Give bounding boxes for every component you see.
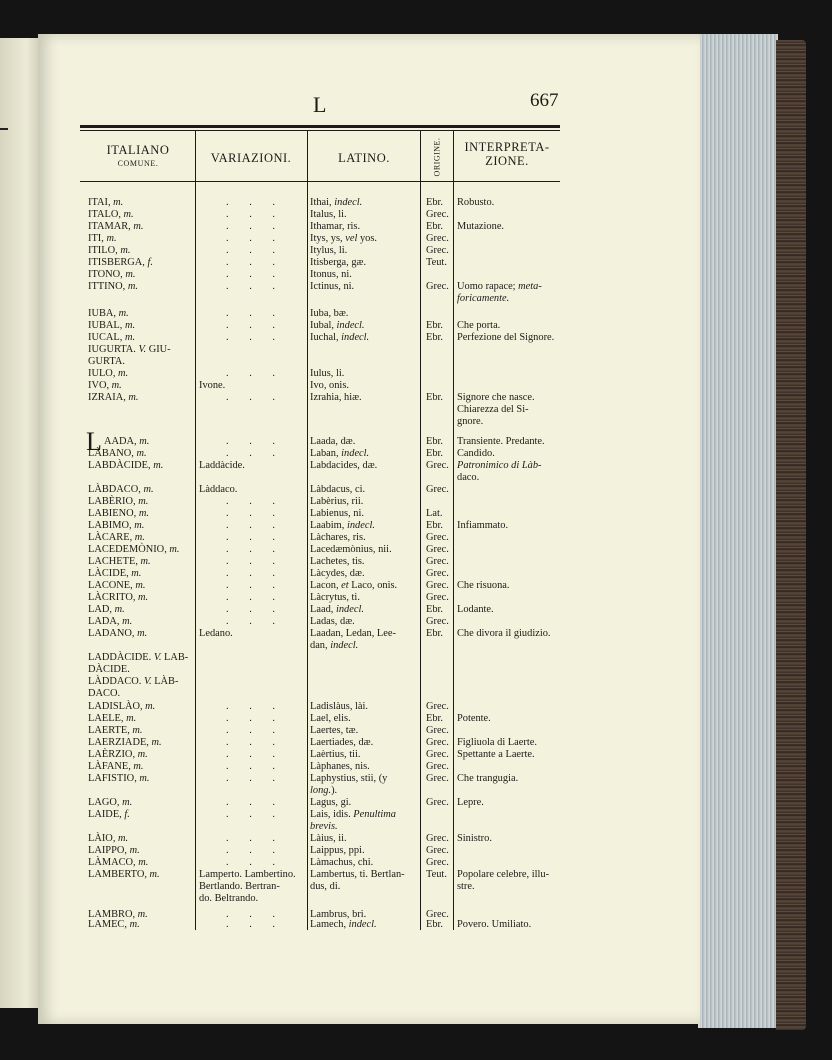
cell-origine: Grec. <box>426 281 449 292</box>
dots-placeholder: . . . <box>226 919 284 930</box>
cell-latino: Lamech, indecl. <box>310 919 377 930</box>
dots-placeholder: . . . <box>226 508 284 519</box>
dots-placeholder: . . . <box>226 245 284 256</box>
cell-italiano: ITI, m. <box>88 233 117 244</box>
column-divider <box>453 130 454 930</box>
cell-interpretazione: Infiammato. <box>457 520 509 531</box>
cell-origine: Teut. <box>426 869 447 880</box>
cell-latino: Ivo, onis. <box>310 380 349 391</box>
dots-placeholder: . . . <box>226 368 284 379</box>
cell-latino: Làcydes, dæ. <box>310 568 365 579</box>
cell-latino: Itylus, li. <box>310 245 348 256</box>
cell-latino: Laippus, ppi. <box>310 845 365 856</box>
page-block-edge <box>698 34 778 1028</box>
dots-placeholder: . . . <box>226 308 284 319</box>
cell-interpretazione: Uomo rapace; meta- <box>457 281 542 292</box>
cell-italiano: LACEDEMÒNIO, m. <box>88 544 180 555</box>
cell-interpretazione: daco. <box>457 472 480 483</box>
cell-italiano: LÀBDACO, m. <box>88 484 154 495</box>
cell-italiano: LAERZIADE, m. <box>88 737 162 748</box>
cell-italiano: DÀCIDE. <box>88 664 130 675</box>
cell-italiano: ITONO, m. <box>88 269 136 280</box>
cell-italiano: LAMBRO, m. <box>88 909 148 920</box>
cell-interpretazione: Lepre. <box>457 797 484 808</box>
cell-latino: Làchares, ris. <box>310 532 366 543</box>
cell-interpretazione: Candido. <box>457 448 495 459</box>
cell-variazioni: do. Beltrando. <box>199 893 259 904</box>
header-rule-thin <box>80 130 560 131</box>
dots-placeholder: . . . <box>226 797 284 808</box>
cell-origine: Ebr. <box>426 604 444 615</box>
cell-italiano: LÀCARE, m. <box>88 532 145 543</box>
cell-latino: Laabim, indecl. <box>310 520 375 531</box>
cell-origine: Grec. <box>426 833 449 844</box>
cell-latino: Ithamar, ris. <box>310 221 361 232</box>
cell-interpretazione: Figliuola di Laerte. <box>457 737 537 748</box>
cell-italiano: LÀCIDE, m. <box>88 568 142 579</box>
cell-origine: Grec. <box>426 725 449 736</box>
cell-variazioni: Lamperto. Lambertino. <box>199 869 296 880</box>
column-header-latino: LATINO. <box>338 151 390 165</box>
cell-italiano: LAÈRZIO, m. <box>88 749 148 760</box>
column-header-origine-text: ORIGINE. <box>432 137 442 177</box>
cell-interpretazione: Popolare celebre, illu- <box>457 869 550 880</box>
cell-italiano: LADANO, m. <box>88 628 148 639</box>
cell-italiano: IULO, m. <box>88 368 129 379</box>
cell-italiano: IVO, m. <box>88 380 122 391</box>
cell-italiano: LAIPPO, m. <box>88 845 140 856</box>
cell-italiano: LADA, m. <box>88 616 133 627</box>
cell-origine: Grec. <box>426 845 449 856</box>
dots-placeholder: . . . <box>226 749 284 760</box>
dots-placeholder: . . . <box>226 257 284 268</box>
cell-latino: Laertiades, dæ. <box>310 737 374 748</box>
cell-latino: Lambertus, ti. Bertlan- <box>310 869 405 880</box>
dots-placeholder: . . . <box>226 701 284 712</box>
dots-placeholder: . . . <box>226 233 284 244</box>
cell-interpretazione: Lodante. <box>457 604 494 615</box>
cell-latino: Iulus, li. <box>310 368 345 379</box>
cell-latino: Iuchal, indecl. <box>310 332 370 343</box>
cell-origine: Grec. <box>426 773 449 784</box>
cell-origine: Grec. <box>426 749 449 760</box>
cell-latino: Ictinus, ni. <box>310 281 355 292</box>
cell-latino: Laada, dæ. <box>310 436 356 447</box>
cell-origine: Grec. <box>426 544 449 555</box>
cell-origine: Lat. <box>426 508 443 519</box>
cell-italiano: GURTA. <box>88 356 125 367</box>
cell-origine: Grec. <box>426 857 449 868</box>
cell-latino: Itys, ys, vel yos. <box>310 233 377 244</box>
cell-interpretazione: Signore che nasce. <box>457 392 535 403</box>
column-divider <box>307 130 308 930</box>
column-header-rule <box>80 181 560 182</box>
cell-origine: Grec. <box>426 580 449 591</box>
dots-placeholder: . . . <box>226 556 284 567</box>
cell-origine: Ebr. <box>426 221 444 232</box>
section-initial-letter: L <box>86 427 102 456</box>
cell-italiano: LAD, m. <box>88 604 125 615</box>
cell-origine: Grec. <box>426 532 449 543</box>
cell-origine: Ebr. <box>426 520 444 531</box>
dots-placeholder: . . . <box>226 221 284 232</box>
cell-latino: Làbdacus, ci. <box>310 484 366 495</box>
cell-latino: Laad, indecl. <box>310 604 364 615</box>
column-header-interpretazione-line2: ZIONE. <box>485 154 529 168</box>
cell-variazioni: Laddàcide. <box>199 460 245 471</box>
dots-placeholder: . . . <box>226 332 284 343</box>
book-cover <box>776 40 806 1030</box>
cell-italiano: LÀFANE, m. <box>88 761 144 772</box>
cell-latino: Lacedæmònius, nii. <box>310 544 392 555</box>
cell-interpretazione: Robusto. <box>457 197 495 208</box>
cell-italiano: LADISLÀO, m. <box>88 701 156 712</box>
cell-origine: Grec. <box>426 484 449 495</box>
cell-origine: Grec. <box>426 592 449 603</box>
header-rule-thick <box>80 125 560 128</box>
cell-italiano: IUBA, m. <box>88 308 129 319</box>
dots-placeholder: . . . <box>226 725 284 736</box>
cell-italiano: LACHETE, m. <box>88 556 151 567</box>
cell-latino: Lagus, gi. <box>310 797 352 808</box>
cell-origine: Grec. <box>426 701 449 712</box>
cell-latino: Làcrytus, ti. <box>310 592 360 603</box>
cell-interpretazione: Che divora il giudizio. <box>457 628 551 639</box>
cell-interpretazione: Che porta. <box>457 320 501 331</box>
cell-latino: Lambrus, bri. <box>310 909 367 920</box>
cell-latino: Izrahia, hiæ. <box>310 392 362 403</box>
cell-interpretazione: Transiente. Predante. <box>457 436 545 447</box>
cell-origine: Grec. <box>426 737 449 748</box>
cell-latino: Laèrtius, tii. <box>310 749 361 760</box>
column-header-origine <box>421 135 453 179</box>
dots-placeholder: . . . <box>226 713 284 724</box>
cell-origine: Grec. <box>426 460 449 471</box>
dots-placeholder: . . . <box>226 436 284 447</box>
dots-placeholder: . . . <box>226 532 284 543</box>
cell-italiano: LÀMACO, m. <box>88 857 149 868</box>
cell-italiano: LAGO, m. <box>88 797 133 808</box>
dots-placeholder: . . . <box>226 737 284 748</box>
cell-variazioni: Ivone. <box>199 380 226 391</box>
cell-latino: Laertes, tæ. <box>310 725 359 736</box>
cell-origine: Ebr. <box>426 320 444 331</box>
cell-latino: Lais, idis. Penultima <box>310 809 397 820</box>
cell-latino: Labdacides, dæ. <box>310 460 378 471</box>
cell-origine: Ebr. <box>426 919 444 930</box>
dots-placeholder: . . . <box>226 845 284 856</box>
cell-origine: Grec. <box>426 797 449 808</box>
cell-italiano: LABDÀCIDE, m. <box>88 460 164 471</box>
cell-interpretazione: Che trangugia. <box>457 773 519 784</box>
cell-italiano: LÀDDACO. V. LÀB- <box>88 676 179 687</box>
cell-italiano: LAELE, m. <box>88 713 137 724</box>
cell-latino: dan, indecl. <box>310 640 359 651</box>
cell-origine: Grec. <box>426 233 449 244</box>
cell-latino: Ladas, dæ. <box>310 616 355 627</box>
cell-origine: Teut. <box>426 257 447 268</box>
dots-placeholder: . . . <box>226 833 284 844</box>
cell-origine: Grec. <box>426 209 449 220</box>
cell-italiano: ITTINO, m. <box>88 281 138 292</box>
column-header-interpretazione <box>454 140 560 168</box>
dots-placeholder: . . . <box>226 580 284 591</box>
cell-interpretazione: Sinistro. <box>457 833 492 844</box>
column-header-italiano-sub: COMUNE. <box>117 159 159 168</box>
cell-variazioni: Bertlando. Bertran- <box>199 881 280 892</box>
cell-italiano: LÀIO, m. <box>88 833 129 844</box>
cell-interpretazione: stre. <box>457 881 475 892</box>
cell-origine: Ebr. <box>426 436 444 447</box>
cell-interpretazione: Chiarezza del Si- <box>457 404 529 415</box>
cell-italiano: ITILO, m. <box>88 245 131 256</box>
cell-interpretazione: Mutazione. <box>457 221 505 232</box>
dots-placeholder: . . . <box>226 209 284 220</box>
cell-latino: Làius, ii. <box>310 833 347 844</box>
dots-placeholder: . . . <box>226 773 284 784</box>
cell-origine: Grec. <box>426 761 449 772</box>
cell-latino: Labèrius, rii. <box>310 496 364 507</box>
dots-placeholder: . . . <box>226 320 284 331</box>
cell-italiano: LAMEC, m. <box>88 919 140 930</box>
dots-placeholder: . . . <box>226 616 284 627</box>
header-letter: L <box>313 92 327 117</box>
cell-origine: Grec. <box>426 568 449 579</box>
cell-latino: Laban, indecl. <box>310 448 370 459</box>
column-divider <box>420 130 421 930</box>
cell-italiano: LABIENO, m. <box>88 508 149 519</box>
column-header-italiano-main: ITALIANO <box>106 143 170 157</box>
cell-latino: Làphanes, nis. <box>310 761 370 772</box>
dots-placeholder: . . . <box>226 909 284 920</box>
cell-latino: Itonus, ni. <box>310 269 352 280</box>
cell-origine: Ebr. <box>426 713 444 724</box>
dots-placeholder: . . . <box>226 592 284 603</box>
left-page-mark <box>0 128 8 130</box>
dots-placeholder: . . . <box>226 809 284 820</box>
cell-latino: Italus, li. <box>310 209 347 220</box>
dots-placeholder: . . . <box>226 857 284 868</box>
cell-latino: long.). <box>310 785 338 796</box>
cell-interpretazione: Povero. Umiliato. <box>457 919 532 930</box>
cell-italiano: LACONE, m. <box>88 580 146 591</box>
cell-italiano: LAERTE, m. <box>88 725 143 736</box>
cell-interpretazione: foricamente. <box>457 293 510 304</box>
cell-interpretazione: gnore. <box>457 416 484 427</box>
cell-latino: Itisberga, gæ. <box>310 257 367 268</box>
cell-italiano: LAMBERTO, m. <box>88 869 160 880</box>
cell-italiano: LAIDE, f. <box>88 809 130 820</box>
cell-italiano: AADA, m. <box>104 436 150 447</box>
dots-placeholder: . . . <box>226 520 284 531</box>
dots-placeholder: . . . <box>226 392 284 403</box>
cell-origine: Grec. <box>426 909 449 920</box>
cell-latino: Iuba, bæ. <box>310 308 349 319</box>
cell-latino: dus, di. <box>310 881 341 892</box>
cell-italiano: LABIMO, m. <box>88 520 145 531</box>
cell-italiano: IUGURTA. V. GIU- <box>88 344 171 355</box>
cell-interpretazione: Perfezione del Signore. <box>457 332 555 343</box>
cell-italiano: LAFISTIO, m. <box>88 773 150 784</box>
dots-placeholder: . . . <box>226 269 284 280</box>
cell-origine: Grec. <box>426 616 449 627</box>
cell-italiano: ITAMAR, m. <box>88 221 144 232</box>
dots-placeholder: . . . <box>226 604 284 615</box>
column-header-italiano <box>82 143 194 171</box>
cell-latino: Ithai, indecl. <box>310 197 363 208</box>
cell-italiano: LADDÀCIDE. V. LAB- <box>88 652 189 663</box>
cell-italiano: IUBAL, m. <box>88 320 136 331</box>
cell-italiano: IZRAIA, m. <box>88 392 139 403</box>
dots-placeholder: . . . <box>226 496 284 507</box>
cell-interpretazione: Spettante a Laerte. <box>457 749 535 760</box>
cell-latino: Lacon, et Laco, onis. <box>310 580 398 591</box>
cell-italiano: IUCAL, m. <box>88 332 136 343</box>
cell-origine: Ebr. <box>426 332 444 343</box>
cell-interpretazione: Potente. <box>457 713 491 724</box>
cell-latino: Labienus, ni. <box>310 508 364 519</box>
cell-origine: Ebr. <box>426 448 444 459</box>
column-header-interpretazione-line1: INTERPRETA- <box>464 140 550 154</box>
cell-latino: Iubal, indecl. <box>310 320 365 331</box>
cell-latino: Lael, elis. <box>310 713 351 724</box>
dots-placeholder: . . . <box>226 281 284 292</box>
cell-italiano: ITAI, m. <box>88 197 124 208</box>
cell-variazioni: Ledano. <box>199 628 233 639</box>
cell-variazioni: Làddaco. <box>199 484 238 495</box>
dots-placeholder: . . . <box>226 544 284 555</box>
cell-origine: Ebr. <box>426 628 444 639</box>
cell-latino: Làmachus, chi. <box>310 857 374 868</box>
cell-latino: Ladislàus, lài. <box>310 701 369 712</box>
column-divider <box>195 130 196 930</box>
cell-origine: Grec. <box>426 556 449 567</box>
dots-placeholder: . . . <box>226 568 284 579</box>
cell-latino: Lachetes, tis. <box>310 556 365 567</box>
cell-latino: brevis. <box>310 821 338 832</box>
cell-italiano: ITISBERGA, f. <box>88 257 153 268</box>
cell-italiano: DACO. <box>88 688 121 699</box>
dots-placeholder: . . . <box>226 448 284 459</box>
dots-placeholder: . . . <box>226 197 284 208</box>
cell-origine: Ebr. <box>426 392 444 403</box>
cell-interpretazione: Che risuona. <box>457 580 510 591</box>
column-header-variazioni: VARIAZIONI. <box>210 151 292 165</box>
cell-latino: Laadan, Ledan, Lee- <box>310 628 396 639</box>
cell-latino: Laphystius, stii, (y <box>310 773 388 784</box>
cell-italiano: ITALO, m. <box>88 209 134 220</box>
cell-origine: Ebr. <box>426 197 444 208</box>
cell-italiano: LÀBANO, m. <box>88 448 147 459</box>
cell-origine: Grec. <box>426 245 449 256</box>
cell-interpretazione: Patronimico di Làb- <box>457 460 542 471</box>
dots-placeholder: . . . <box>226 761 284 772</box>
cell-italiano: LÀCRITO, m. <box>88 592 149 603</box>
cell-italiano: LABÈRIO, m. <box>88 496 149 507</box>
page-number: 667 <box>530 90 559 111</box>
